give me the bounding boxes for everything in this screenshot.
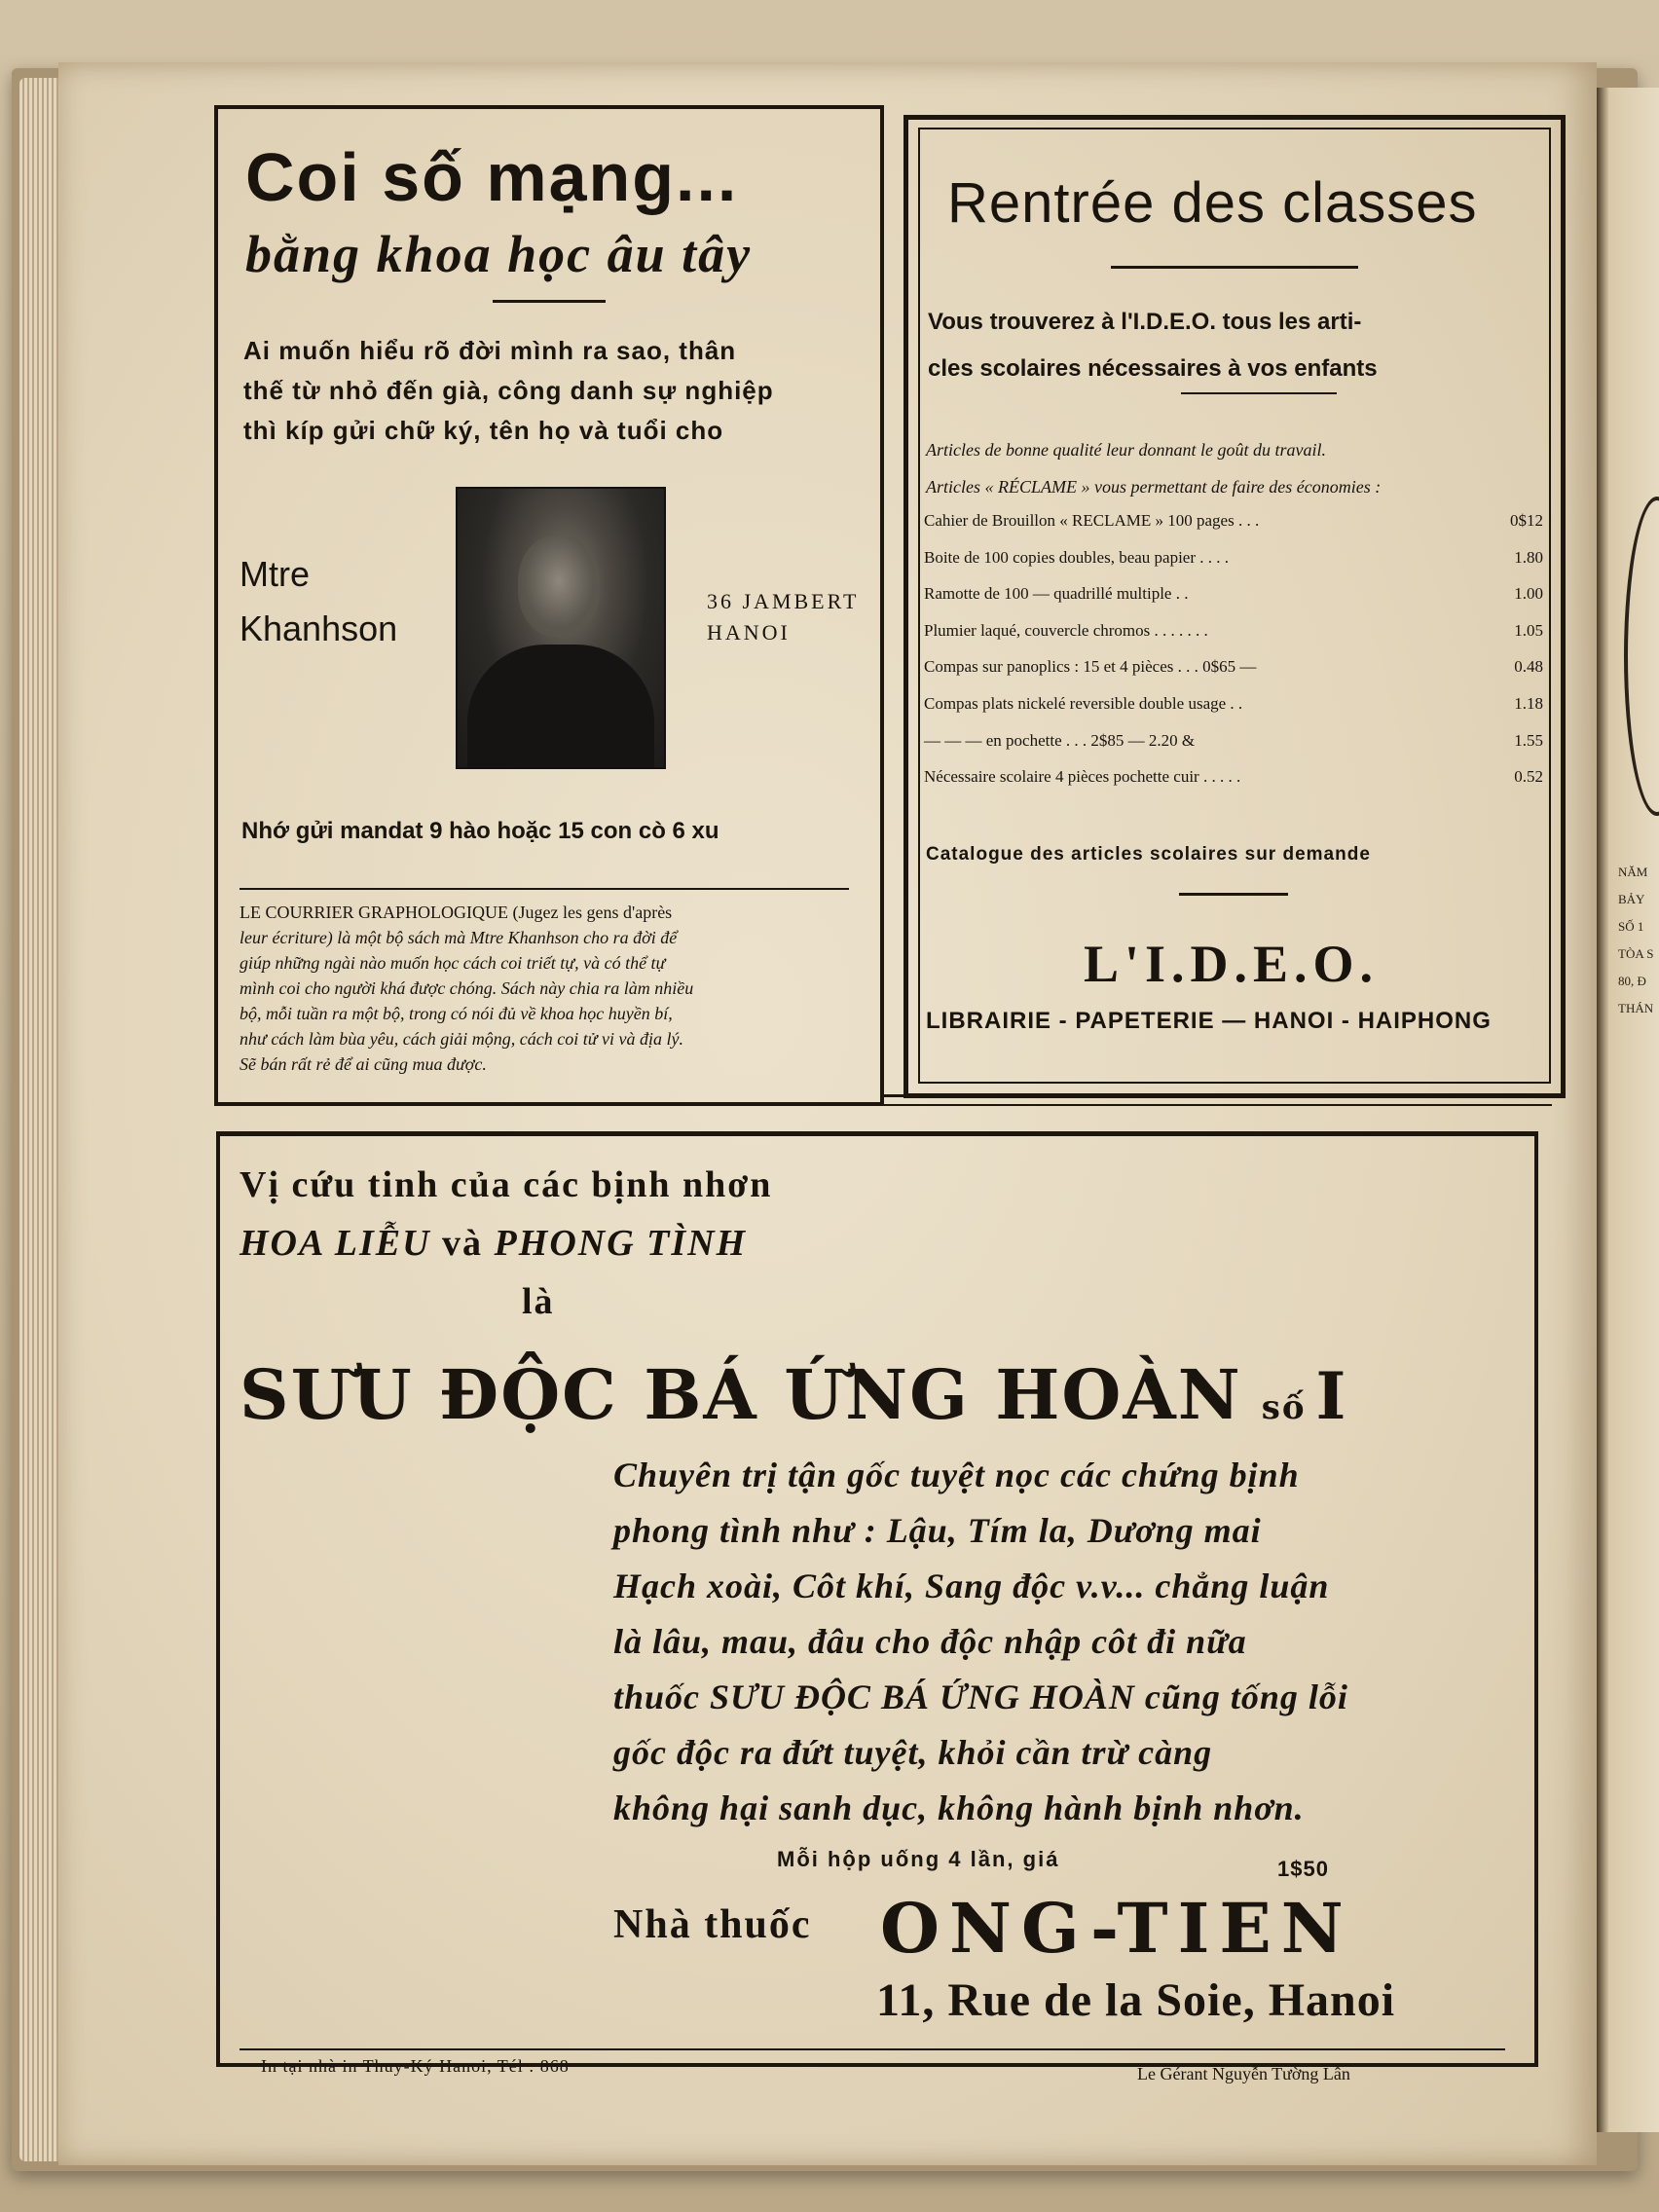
facing-page-fragment: THÁN: [1618, 1001, 1654, 1015]
address-line: 36 JAMBERT: [707, 589, 860, 613]
item-price: 0$12: [1510, 511, 1543, 530]
school-supplies-ad: [903, 115, 1566, 1098]
facing-page-fragment: 80, Đ: [1618, 974, 1646, 988]
ad-intro: [243, 331, 774, 451]
blurb-line: giúp những ngài nào muốn học cách coi triết tự, và có thể tự: [240, 953, 666, 973]
facing-page-fragment: TÒA S: [1618, 946, 1654, 961]
ad-lead: [240, 1156, 772, 1331]
dosage-note: Mỗi hộp uống 4 lần, giá: [777, 1847, 1060, 1871]
ad-subtitle: bằng khoa học âu tây: [245, 225, 753, 283]
lead-line: là: [522, 1281, 555, 1322]
divider: [214, 1102, 880, 1105]
facing-page-emblem: [1624, 497, 1659, 816]
pharmacy-address: 11, Rue de la Soie, Hanoi: [876, 1974, 1396, 2026]
ad-intro: [928, 299, 1378, 392]
payment-note: Nhớ gửi mandat 9 hào hoặc 15 con cò 6 xu: [241, 818, 719, 844]
divider: [493, 300, 606, 303]
divider: [880, 1104, 1552, 1106]
blurb-line: mình coi cho người khá được chóng. Sách này chia ra làm nhiều: [240, 978, 694, 998]
item-price: 1.80: [1514, 547, 1543, 567]
lead-line: Vị cứu tinh của các bịnh nhơn: [240, 1164, 773, 1205]
ad-title: Rentrée des classes: [947, 171, 1478, 235]
item-description: Ramotte de 100 — quadrillé multiple . .: [924, 584, 1189, 604]
price-row: [924, 731, 1543, 768]
item-description: Compas sur panoplics : 15 et 4 pièces . . . 0$65 —: [924, 657, 1257, 677]
facing-page-fragment: SỐ 1: [1618, 919, 1644, 934]
facing-page-fragment: BẢY: [1618, 892, 1645, 906]
blurb-line: bộ, mỗi tuần ra một bộ, trong có nói đủ về khoa học huyền bí,: [240, 1004, 673, 1023]
intro-line: Ai muốn hiểu rõ đời mình ra sao, thân: [243, 336, 737, 365]
portrait-face: [518, 535, 600, 637]
price-row: [924, 584, 1543, 621]
intro-line: Vous trouverez à l'I.D.E.O. tous les arti-: [928, 309, 1362, 335]
divider: [1179, 893, 1288, 896]
description-line: không hại sanh dục, không hành bịnh nhơn.: [613, 1788, 1305, 1827]
pharmacy-name: ONG-TIEN: [880, 1888, 1353, 1969]
product-price: 1$50: [1277, 1857, 1329, 1881]
note-line: Articles de bonne qualité leur donnant le goût du travail.: [926, 440, 1326, 460]
item-description: Plumier laqué, couvercle chromos . . . . . . .: [924, 620, 1208, 640]
item-price: 1.55: [1514, 730, 1543, 750]
portrait-body: [467, 645, 654, 767]
ad-notes: [926, 431, 1381, 505]
note-line: Articles « RÉCLAME » vous permettant de faire des économies :: [926, 477, 1382, 497]
description-line: gốc độc ra đứt tuyệt, khỏi cần trừ càng: [613, 1733, 1213, 1772]
facing-page: [1597, 88, 1659, 2132]
item-description: Compas plats nickelé reversible double usage . .: [924, 693, 1243, 713]
disease-name: PHONG TÌNH: [494, 1223, 748, 1264]
item-price: 1.05: [1514, 620, 1543, 640]
price-row: [924, 767, 1543, 804]
product-title: SƯU ĐỘC BÁ ỨNG HOÀN: [240, 1354, 1242, 1435]
item-description: Nécessaire scolaire 4 pièces pochette cuir . . . . .: [924, 767, 1241, 787]
lead-line: [240, 1214, 772, 1272]
description-line: Hạch xoài, Côt khí, Sang độc v.v... chẳng luận: [613, 1567, 1330, 1605]
item-price: 1.00: [1514, 584, 1543, 604]
divider: [1111, 266, 1358, 269]
brand-name: L'I.D.E.O.: [1084, 935, 1380, 993]
blurb-line: như cách làm bùa yêu, cách giải mộng, cách coi tử vi và địa lý.: [240, 1029, 684, 1049]
description-line: là lâu, mau, đâu cho độc nhập côt đi nữa: [613, 1622, 1247, 1661]
brand-footer: LIBRAIRIE - PAPETERIE — HANOI - HAIPHONG: [926, 1008, 1492, 1034]
catalogue-note: Catalogue des articles scolaires sur demande: [926, 844, 1371, 865]
footer-divider: [240, 2048, 1505, 2050]
lead-connector: và: [430, 1223, 495, 1264]
item-price: 0.48: [1514, 657, 1543, 677]
product-number-label: số: [1261, 1388, 1307, 1427]
facing-page-fragment: NĂM: [1618, 865, 1648, 879]
portrait-photo: [456, 487, 666, 769]
item-description: Cahier de Brouillon « RECLAME » 100 pages . . .: [924, 511, 1260, 530]
blurb-line: Sẽ bán rất rẻ để ai cũng mua được.: [240, 1054, 487, 1074]
product-description: [613, 1448, 1348, 1836]
product-name: [240, 1354, 1347, 1435]
item-price: 0.52: [1514, 767, 1543, 787]
price-list: [924, 511, 1543, 804]
product-number: I: [1315, 1358, 1348, 1434]
price-row: [924, 511, 1543, 548]
price-row: [924, 621, 1543, 658]
ad-title: Coi số mạng...: [245, 139, 739, 215]
astrologer-name: [240, 547, 397, 656]
astrologer-address: [707, 586, 859, 648]
divider: [880, 1094, 1552, 1097]
item-price: 1.18: [1514, 693, 1543, 713]
name-line: Khanhson: [240, 608, 398, 648]
item-description: Boite de 100 copies doubles, beau papier . . . .: [924, 547, 1230, 567]
manager-credit: Le Gérant Nguyễn Tường Lân: [1137, 2064, 1350, 2083]
address-line: HANOI: [707, 620, 791, 645]
disease-name: HOA LIỄU: [240, 1223, 431, 1264]
description-line: phong tình như : Lậu, Tím la, Dương mai: [613, 1511, 1262, 1550]
printer-credit: In tại nhà in Thuy-Ký Hanoi, Tél : 868: [261, 2056, 570, 2076]
fortune-telling-ad: [214, 105, 884, 1106]
item-description: — — — en pochette . . . 2$85 — 2.20 &: [924, 730, 1196, 750]
divider: [240, 888, 849, 890]
description-line: thuốc SƯU ĐỘC BÁ ỨNG HOÀN cũng tống lỗi: [613, 1677, 1348, 1716]
pharmacy-label: Nhà thuốc: [613, 1902, 812, 1947]
intro-line: thì kíp gửi chữ ký, tên họ và tuổi cho: [243, 416, 724, 445]
price-row: [924, 694, 1543, 731]
divider: [1181, 392, 1337, 394]
intro-line: thế từ nhỏ đến già, công danh sự nghiệp: [243, 376, 774, 405]
courrier-graphologique-blurb: [240, 900, 853, 1077]
price-row: [924, 548, 1543, 585]
blurb-line: leur écriture) là một bộ sách mà Mtre Khanhson cho ra đời để: [240, 928, 678, 947]
medicine-ad: [216, 1131, 1538, 2067]
blurb-heading: LE COURRIER GRAPHOLOGIQUE (Jugez les gens d'après: [240, 903, 673, 922]
intro-line: cles scolaires nécessaires à vos enfants: [928, 355, 1378, 382]
description-line: Chuyên trị tận gốc tuyệt nọc các chứng bịnh: [613, 1456, 1300, 1494]
price-row: [924, 657, 1543, 694]
name-line: Mtre: [240, 554, 310, 594]
